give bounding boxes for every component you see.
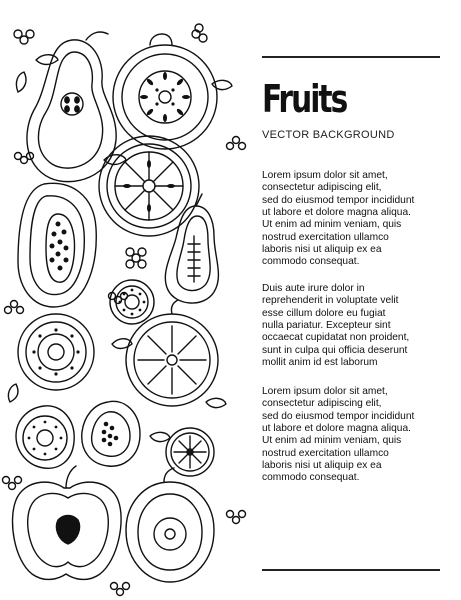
- top-divider: [262, 56, 440, 58]
- bottom-divider: [262, 569, 440, 571]
- flower-icon: [14, 24, 207, 44]
- passion-fruit-icon: [18, 314, 94, 390]
- fig-icon: [113, 34, 217, 149]
- orange-slice-icon: [99, 136, 199, 236]
- kiwi-icon: [16, 406, 74, 468]
- paragraph-1: Lorem ipsum dolor sit amet, consectetur adipiscing elit, sed do eiusmod tempor incididunt ut labore et dolore magna aliqua. Ut enim ad minim veniam, quis nostrud exercitation ullamco laboris nisi ut aliquip ex ea commodo consequat.: [262, 170, 415, 268]
- leaf-icon: [8, 339, 226, 442]
- fig-icon: [82, 401, 140, 466]
- fig-icon: [126, 468, 214, 582]
- kiwi-icon: [110, 280, 154, 324]
- page-title: Fruits: [262, 77, 347, 121]
- paragraph-2: Duis aute irure dolor in reprehenderit in voluptate velit esse cillum dolore eu fugiat nulla pariatur. Excepteur sint occaecat cupidatat non proident, sunt in culpa qui officia deserunt mollit anim id est laborum: [262, 283, 410, 369]
- paragraph-3: Lorem ipsum dolor sit amet, consectetur adipiscing elit, sed do eiusmod tempor incididunt ut labore et dolore magna aliqua. Ut enim ad minim veniam, quis nostrud exercitation ullamco laboris nisi ut aliquip ex ea commodo consequat.: [262, 386, 415, 484]
- page-subtitle: VECTOR BACKGROUND: [262, 129, 395, 141]
- apple-icon: [13, 466, 122, 579]
- papaya-icon: [18, 183, 96, 307]
- pear-icon: [27, 32, 116, 182]
